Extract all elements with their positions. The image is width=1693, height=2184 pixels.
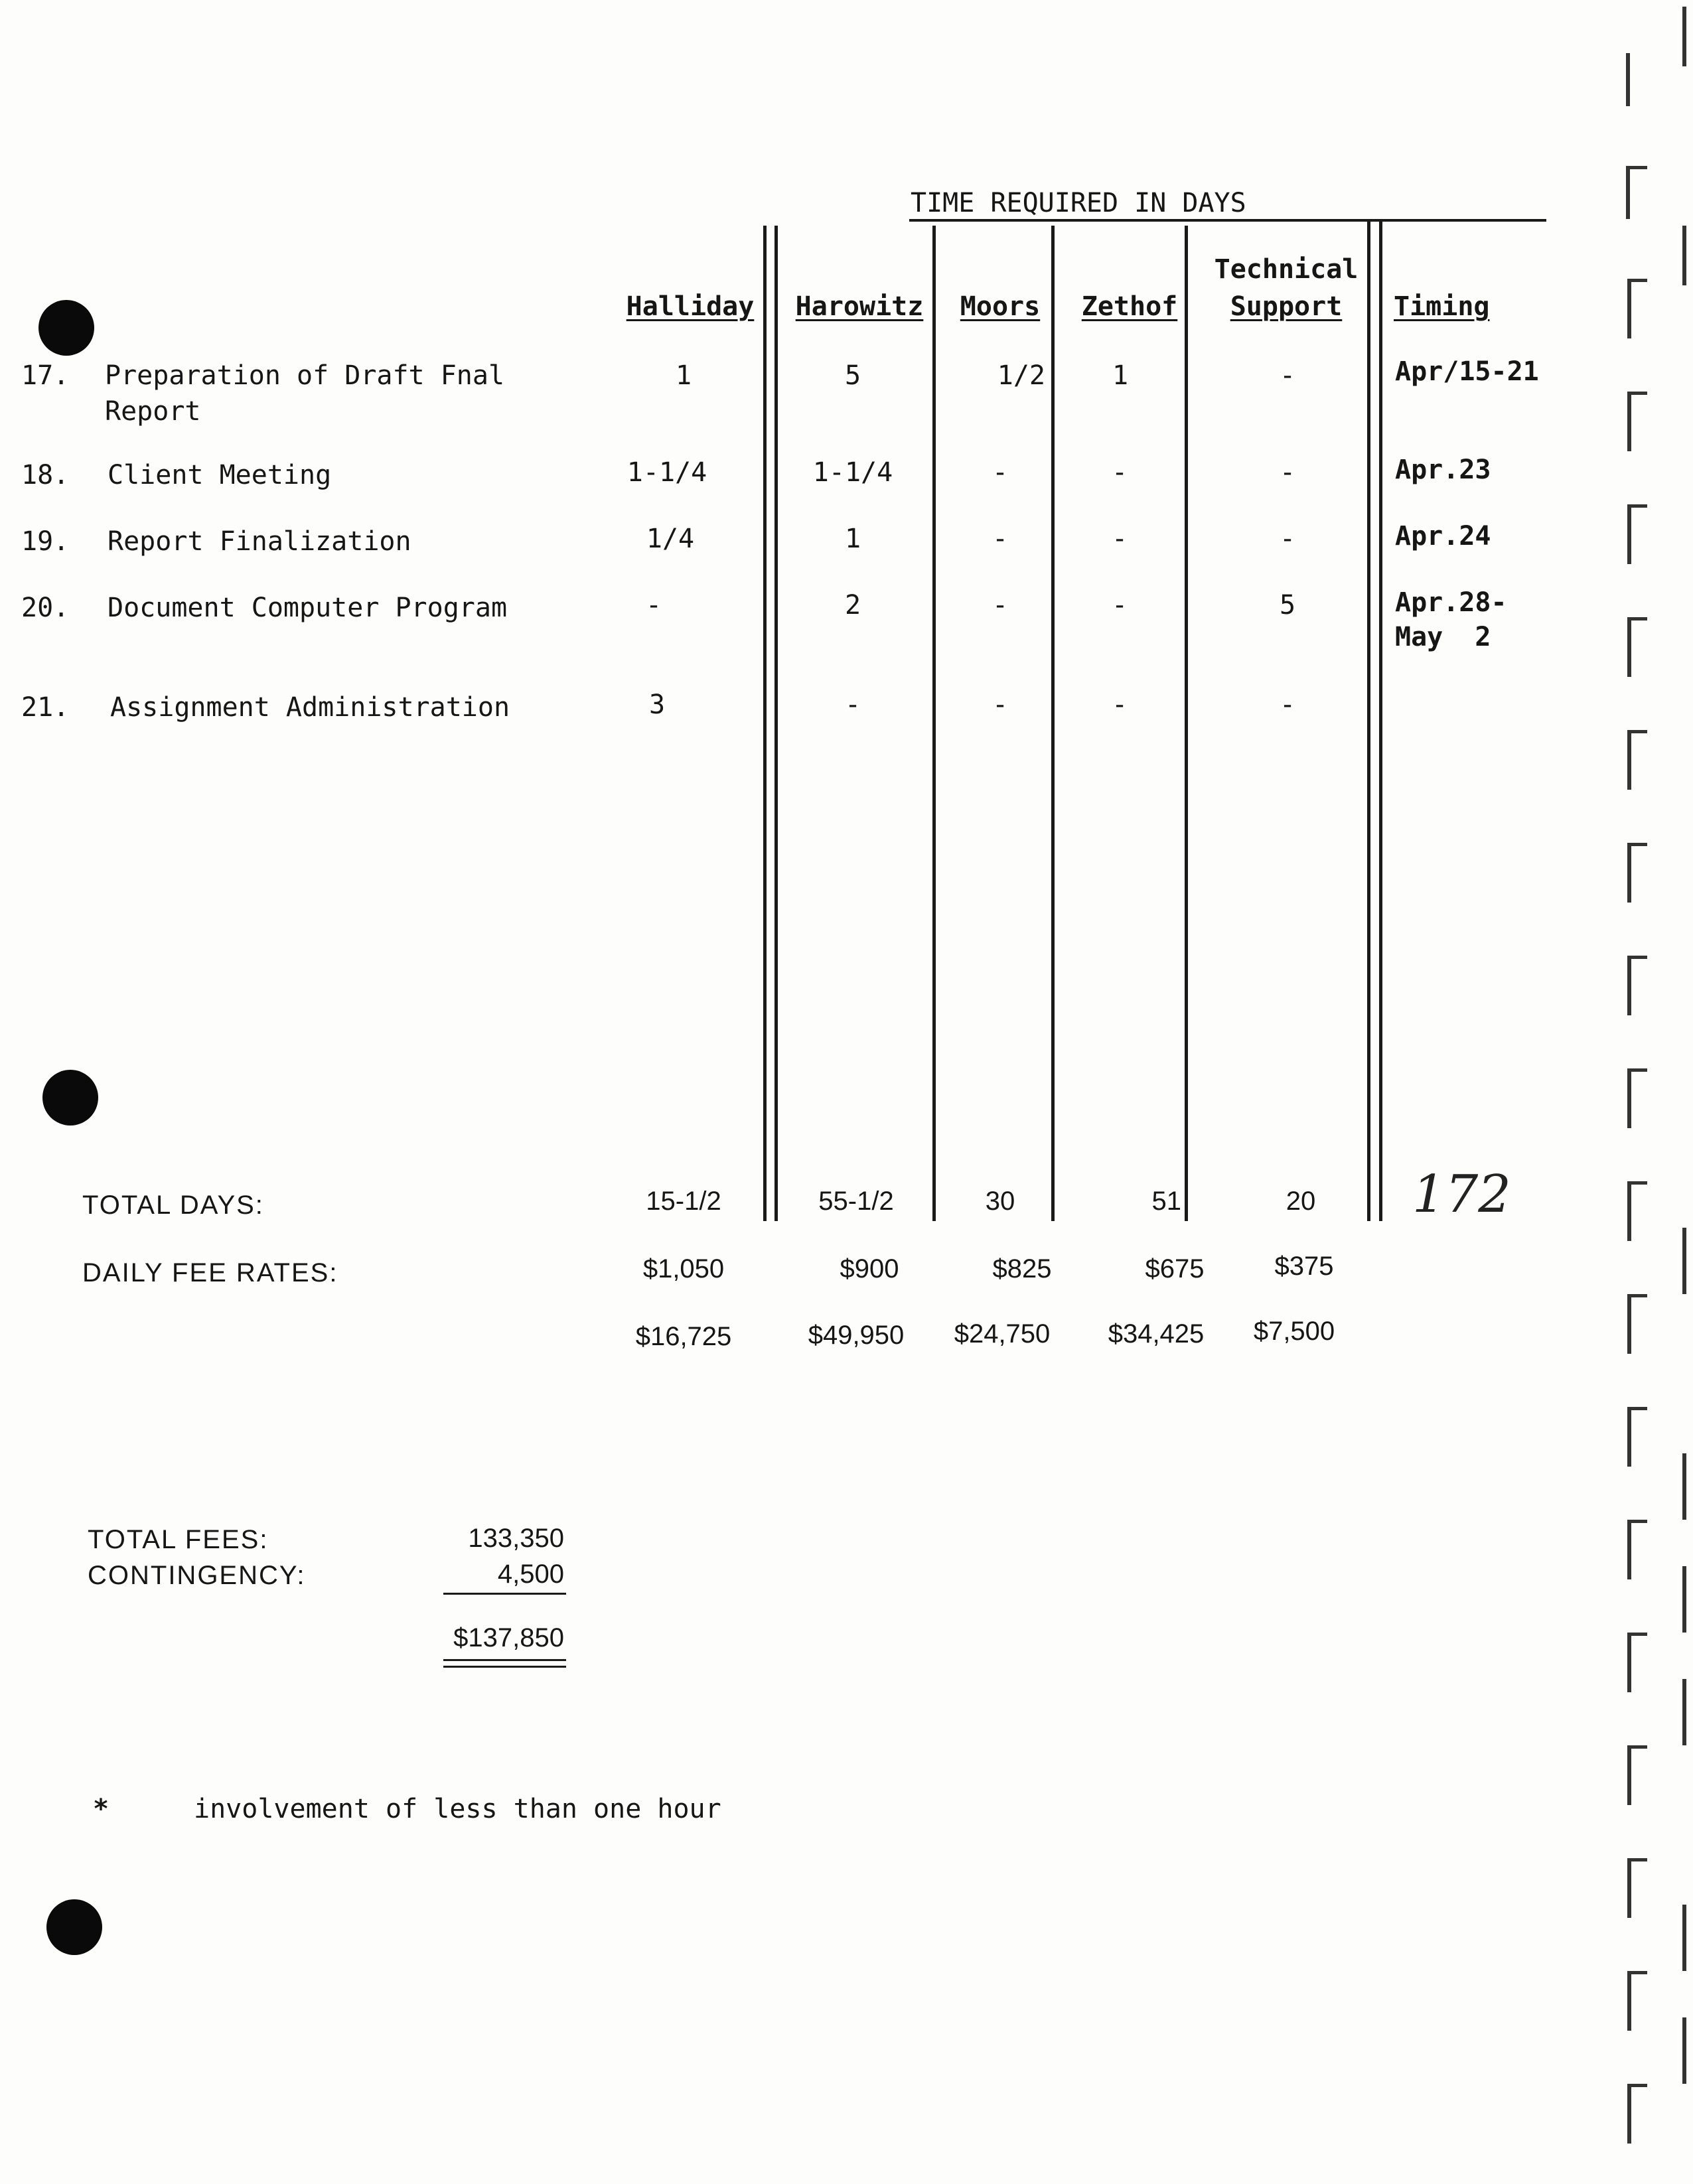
cell-halliday: 1 bbox=[675, 360, 692, 391]
cell-moors: 1/2 bbox=[997, 360, 1045, 391]
daily-fee-halliday: $1,050 bbox=[642, 1254, 725, 1283]
column-divider-1 bbox=[763, 226, 767, 1221]
cell-zethof: - bbox=[1111, 457, 1128, 488]
task-label: Assignment Administration bbox=[110, 692, 510, 723]
task-label: Client Meeting bbox=[108, 460, 332, 490]
cell-moors: - bbox=[992, 590, 1009, 620]
column-header-technical-line1: Technical bbox=[1214, 254, 1359, 285]
footnote-text: involvement of less than one hour bbox=[194, 1794, 721, 1824]
column-header-moors: Moors bbox=[960, 291, 1041, 322]
cell-halliday: - bbox=[645, 590, 662, 620]
column-header-halliday: Halliday bbox=[626, 291, 755, 322]
cell-moors: - bbox=[992, 457, 1009, 488]
fee-amount-zethof: $34,425 bbox=[1108, 1319, 1205, 1348]
task-label: Preparation of Draft Fnal bbox=[105, 360, 505, 391]
cell-technical: 5 bbox=[1279, 590, 1296, 620]
daily-fee-label: DAILY FEE RATES: bbox=[82, 1258, 338, 1287]
contingency-label: CONTINGENCY: bbox=[88, 1561, 306, 1590]
cell-timing: Apr.24 bbox=[1395, 521, 1491, 551]
daily-fee-moors: $825 bbox=[992, 1254, 1052, 1283]
cell-harowitz: 5 bbox=[844, 360, 861, 391]
daily-fee-harowitz: $900 bbox=[840, 1254, 899, 1283]
footnote-asterisk: * bbox=[93, 1794, 110, 1824]
cell-harowitz: 1 bbox=[844, 524, 861, 554]
total-days-halliday: 15-1/2 bbox=[646, 1187, 721, 1216]
task-number: 18. bbox=[21, 460, 70, 490]
task-number: 20. bbox=[21, 593, 70, 623]
task-label: Report Finalization bbox=[108, 526, 411, 557]
cell-timing: Apr/15-21 bbox=[1395, 356, 1539, 387]
cell-technical: - bbox=[1279, 524, 1296, 554]
column-header-timing: Timing bbox=[1394, 291, 1490, 322]
column-divider-7 bbox=[1379, 219, 1382, 1221]
grand-total-rule-2 bbox=[443, 1666, 566, 1668]
column-divider-6 bbox=[1367, 219, 1370, 1221]
cell-zethof: - bbox=[1111, 590, 1128, 620]
punch-hole-top bbox=[38, 300, 94, 356]
fee-amount-technical: $7,500 bbox=[1253, 1317, 1335, 1346]
total-fees-label: TOTAL FEES: bbox=[88, 1525, 269, 1554]
daily-fee-technical: $375 bbox=[1274, 1252, 1334, 1281]
column-divider-2 bbox=[774, 226, 778, 1221]
column-header-zethof: Zethof bbox=[1081, 291, 1178, 322]
cell-technical: - bbox=[1279, 690, 1296, 720]
task-number: 21. bbox=[21, 692, 70, 723]
total-days-label: TOTAL DAYS: bbox=[82, 1191, 264, 1220]
title-rule bbox=[909, 219, 1546, 222]
total-days-moors: 30 bbox=[985, 1187, 1015, 1216]
grand-total-rule-1 bbox=[443, 1659, 566, 1661]
cell-zethof: - bbox=[1111, 524, 1128, 554]
cell-zethof: - bbox=[1111, 690, 1128, 720]
handwritten-total: 172 bbox=[1412, 1165, 1511, 1224]
contingency-rule bbox=[443, 1593, 566, 1595]
column-header-technical-line2: Support bbox=[1230, 291, 1343, 322]
fee-amount-moors: $24,750 bbox=[954, 1319, 1051, 1348]
column-divider-3 bbox=[932, 226, 936, 1221]
cell-harowitz: 1-1/4 bbox=[812, 457, 893, 488]
cell-halliday: 1/4 bbox=[646, 524, 695, 554]
punch-hole-middle bbox=[42, 1070, 98, 1126]
total-days-harowitz: 55-1/2 bbox=[818, 1187, 894, 1216]
task-label: Document Computer Program bbox=[108, 593, 508, 623]
cell-moors: - bbox=[992, 524, 1009, 554]
cell-harowitz: 2 bbox=[844, 590, 861, 620]
fee-amount-harowitz: $49,950 bbox=[808, 1321, 905, 1350]
cell-harowitz: - bbox=[844, 690, 861, 720]
cell-technical: - bbox=[1279, 360, 1296, 391]
cell-timing: Apr.28- bbox=[1395, 587, 1507, 618]
cell-halliday: 3 bbox=[648, 690, 666, 720]
cell-zethof: 1 bbox=[1112, 360, 1129, 391]
fee-amount-halliday: $16,725 bbox=[635, 1322, 732, 1351]
column-divider-4 bbox=[1051, 226, 1055, 1221]
column-divider-5 bbox=[1185, 226, 1188, 1221]
cell-timing: Apr.23 bbox=[1395, 455, 1491, 485]
total-days-zethof: 51 bbox=[1151, 1187, 1181, 1216]
cell-technical: - bbox=[1279, 457, 1296, 488]
daily-fee-zethof: $675 bbox=[1145, 1254, 1205, 1283]
task-label-cont: Report bbox=[105, 396, 201, 427]
total-days-technical: 20 bbox=[1286, 1187, 1316, 1216]
punch-hole-bottom bbox=[46, 1899, 102, 1955]
cell-halliday: 1-1/4 bbox=[626, 457, 707, 488]
task-number: 19. bbox=[21, 526, 70, 557]
total-fees-value: 133,350 bbox=[468, 1524, 564, 1553]
column-header-harowitz: Harowitz bbox=[795, 291, 924, 322]
contingency-value: 4,500 bbox=[497, 1560, 564, 1589]
section-title: TIME REQUIRED IN DAYS bbox=[911, 188, 1246, 218]
cell-moors: - bbox=[992, 690, 1009, 720]
grand-total-value: $137,850 bbox=[453, 1623, 564, 1652]
cell-timing-cont: May 2 bbox=[1395, 622, 1491, 652]
task-number: 17. bbox=[21, 360, 70, 391]
